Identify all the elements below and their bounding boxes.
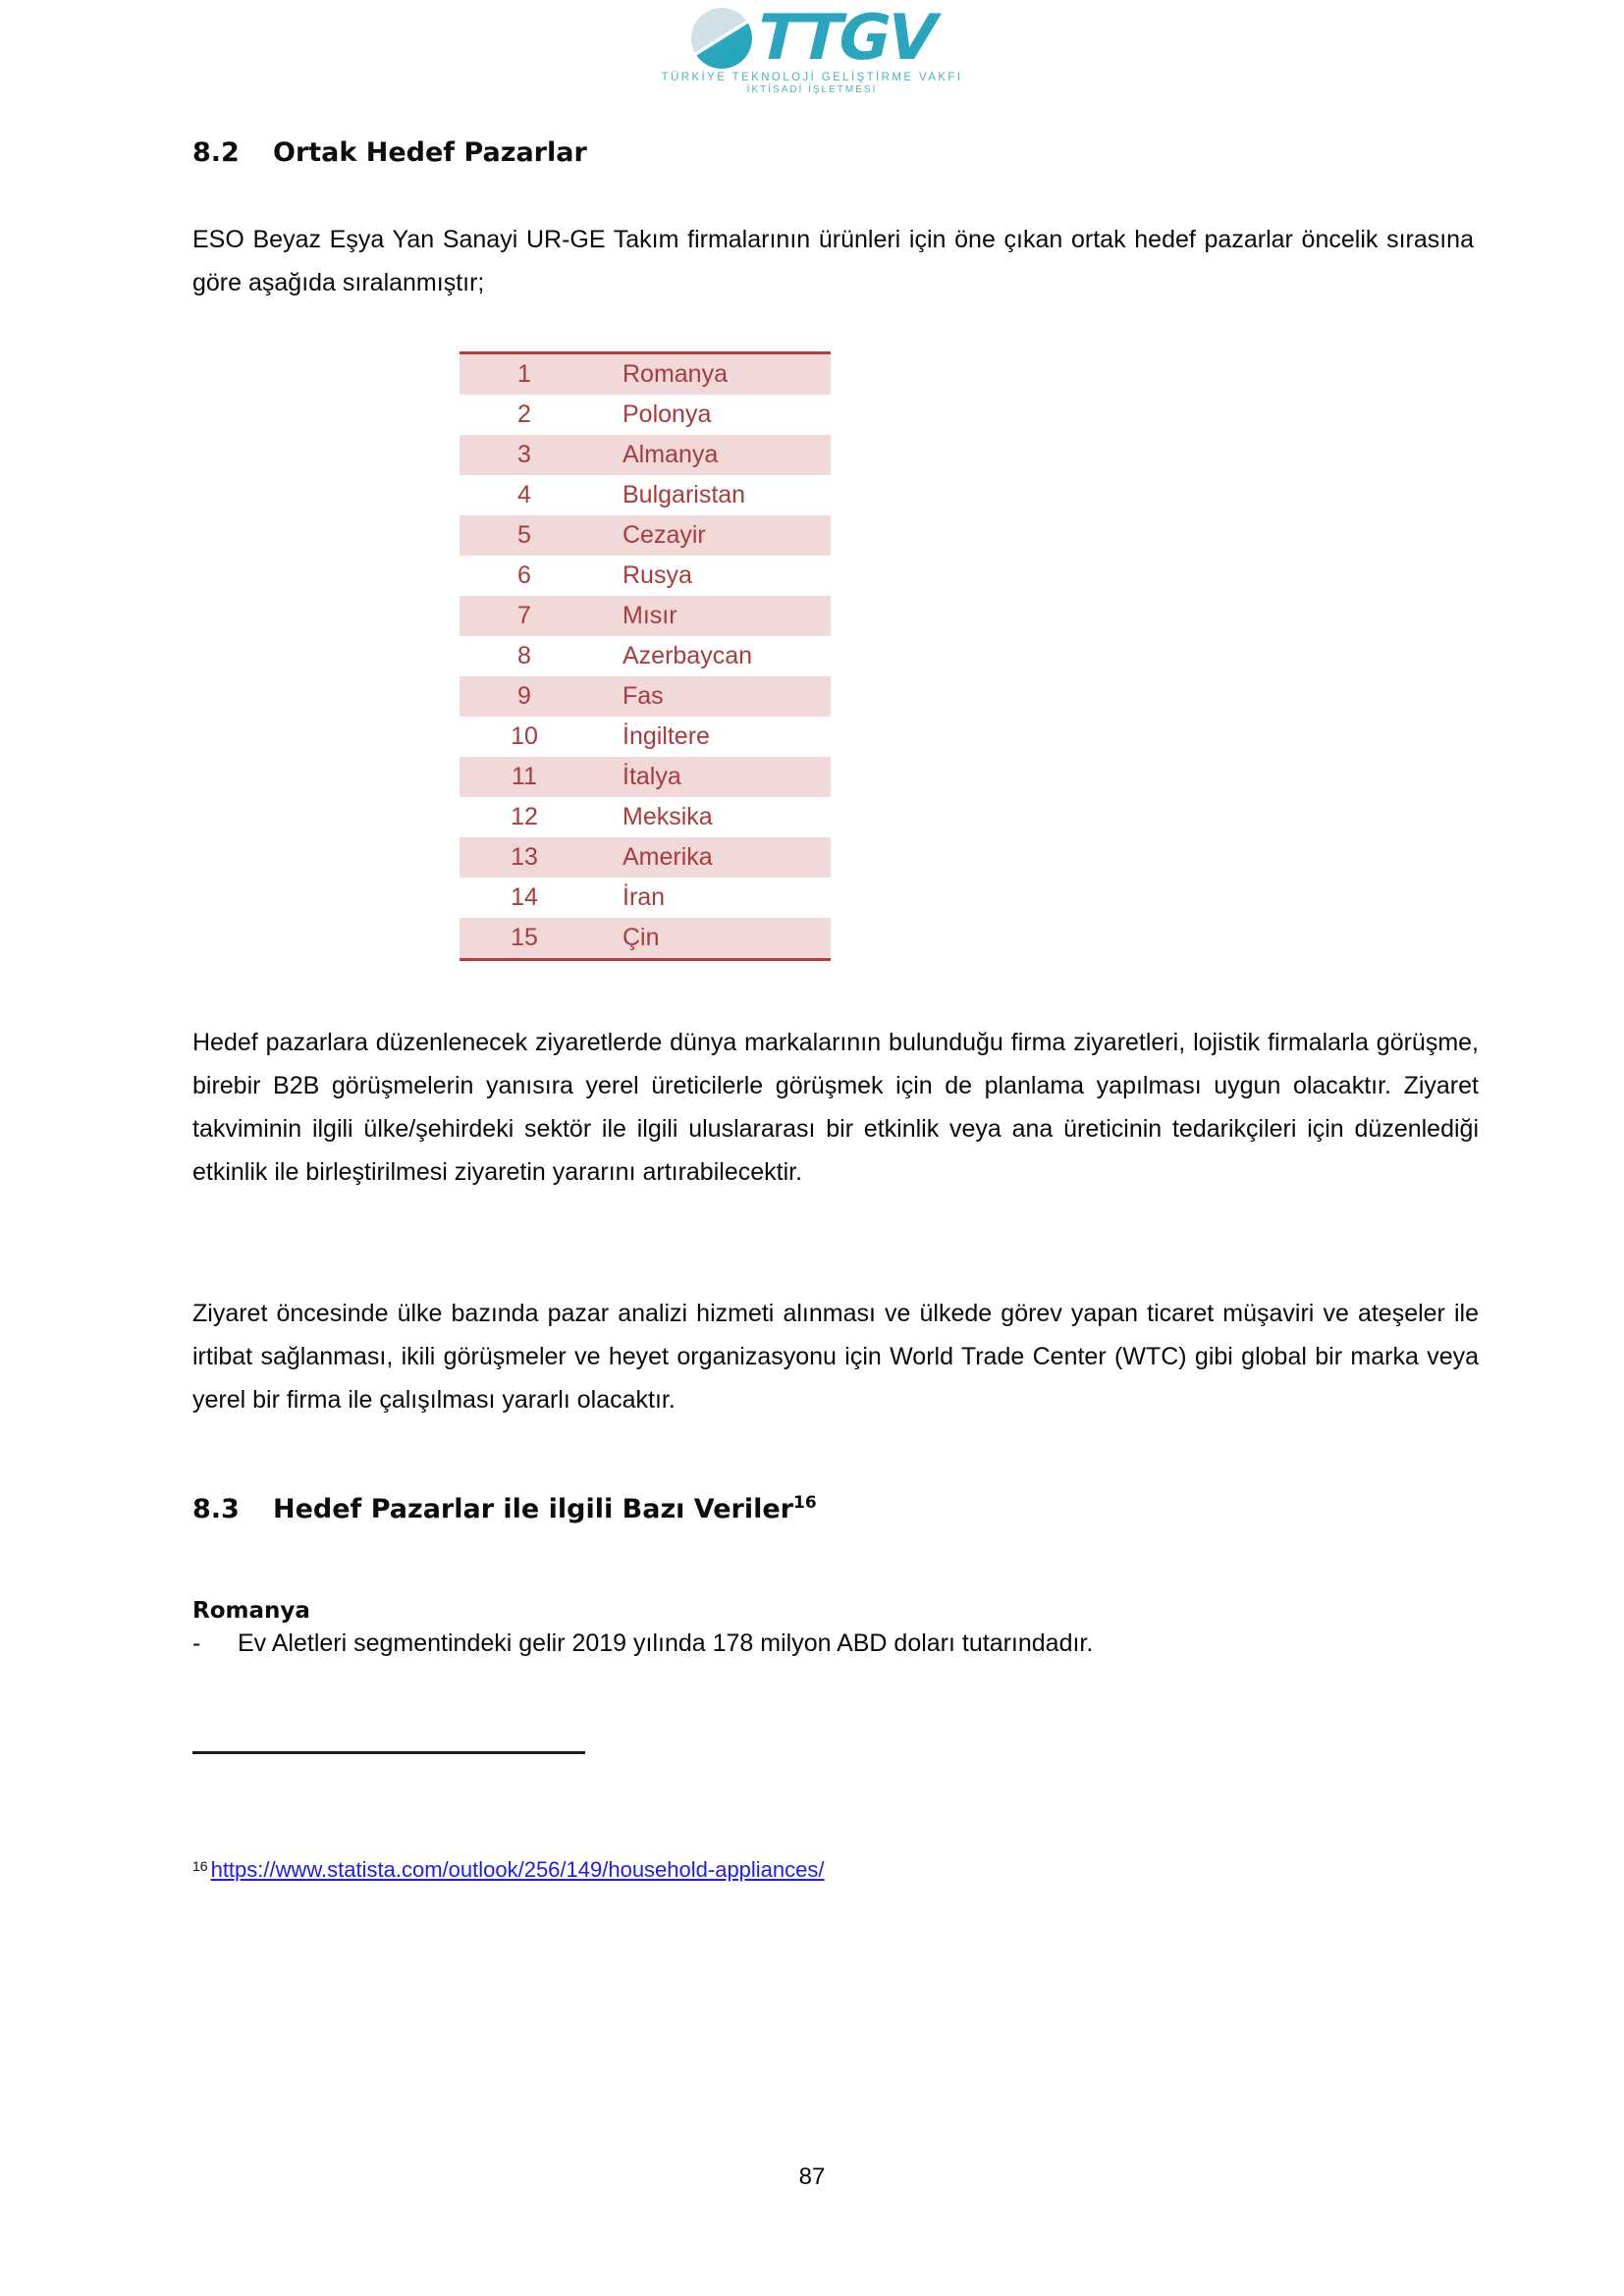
table-row [460, 918, 831, 960]
table-cell-country: Polonya [605, 395, 831, 435]
paragraph-market-analysis: Ziyaret öncesinde ülke bazında pazar analizi hizmeti alınması ve ülkede görev yapan ticaret müşaviri ve ateşeler ile irtibat sağlanması, ikili görüşmeler ve heyet organizasyonu için World Trade Center (WTC) gibi global bir marka veya yerel bir firma ile çalışılması yararlı olacaktır. [192, 1300, 1479, 1414]
logo-subtitle-line1: TÜRKİYE TEKNOLOJİ GELİŞTİRME VAKFI [661, 72, 963, 83]
table-cell-rank: 1 [460, 353, 605, 396]
table-row [460, 515, 831, 556]
heading-8-2-number: 8.2 [192, 137, 240, 168]
table-cell-country: Amerika [605, 837, 831, 878]
paragraph-visit-planning: Hedef pazarlara düzenlenecek ziyaretlerde dünya markalarının bulunduğu firma ziyaretleri, lojistik firmalarla görüşme, birebir B2B görüşmelerin yanısıra yerel üreticilerle görüşmek için de planlama yapılması uygun olacaktır. Ziyaret takviminin ilgili ülke/şehirdeki sektör ile ilgili uluslararası bir etkinlik veya ana üreticinin tedarikçileri için düzenlediği etkinlik ile birleştirilmesi ziyaretin yararını artırabilecektir. [192, 1029, 1479, 1186]
table-row [460, 556, 831, 596]
footnote-number: 16 [192, 1858, 208, 1874]
table-row [460, 878, 831, 918]
page-number: 87 [798, 2163, 826, 2190]
footnote-link[interactable]: https://www.statista.com/outlook/256/149/household-appliances/ [210, 1857, 825, 1882]
footnote-16 [192, 1855, 825, 1885]
heading-8-2-title: Ortak Hedef Pazarlar [273, 137, 587, 168]
markets-table-container [460, 351, 831, 961]
table-cell-rank: 15 [460, 918, 605, 960]
ttgv-logo [691, 2, 935, 75]
table-cell-rank: 7 [460, 596, 605, 636]
table-cell-country: Rusya [605, 556, 831, 596]
table-cell-rank: 12 [460, 797, 605, 837]
table-cell-country: Azerbaycan [605, 636, 831, 676]
table-row [460, 676, 831, 717]
table-row [460, 435, 831, 475]
table-cell-country: Meksika [605, 797, 831, 837]
footnote-separator [192, 1751, 585, 1754]
table-cell-country: Bulgaristan [605, 475, 831, 515]
heading-8-2 [192, 137, 1479, 168]
table-cell-country: Almanya [605, 435, 831, 475]
table-row [460, 353, 831, 396]
heading-8-3 [192, 1494, 1479, 1524]
table-cell-rank: 5 [460, 515, 605, 556]
table-cell-rank: 11 [460, 757, 605, 797]
table-row [460, 475, 831, 515]
table-row [460, 596, 831, 636]
table-cell-rank: 4 [460, 475, 605, 515]
logo-subtitle-line2: İKTİSADİ İŞLETMESİ [746, 84, 878, 95]
table-cell-country: İran [605, 878, 831, 918]
logo-circle-icon [691, 8, 752, 69]
table-row [460, 757, 831, 797]
ortak-hedef-pazarlar-tablosu [460, 351, 831, 961]
table-cell-rank: 14 [460, 878, 605, 918]
bullet-item-revenue [192, 1624, 1479, 1663]
heading-8-3-title: Hedef Pazarlar ile ilgili Bazı Veriler [273, 1494, 793, 1524]
table-cell-country: İngiltere [605, 717, 831, 757]
table-cell-rank: 8 [460, 636, 605, 676]
table-row [460, 717, 831, 757]
table-cell-country: Mısır [605, 596, 831, 636]
table-cell-country: İtalya [605, 757, 831, 797]
table-cell-rank: 10 [460, 717, 605, 757]
table-cell-rank: 3 [460, 435, 605, 475]
table-cell-rank: 9 [460, 676, 605, 717]
heading-8-3-footnote-ref[interactable]: 16 [793, 1493, 817, 1513]
bullet-dash: - [192, 1629, 201, 1657]
table-cell-country: Cezayir [605, 515, 831, 556]
table-row [460, 636, 831, 676]
table-cell-rank: 6 [460, 556, 605, 596]
table-cell-rank: 2 [460, 395, 605, 435]
logo-wordmark: TTGV [756, 2, 935, 75]
table-row [460, 797, 831, 837]
table-cell-rank: 13 [460, 837, 605, 878]
paragraph-intro: ESO Beyaz Eşya Yan Sanayi UR-GE Takım firmalarının ürünleri için öne çıkan ortak hedef pazarlar öncelik sırasına göre aşağıda sıralanmıştır; [192, 226, 1474, 296]
subheading-romanya: Romanya [192, 1598, 310, 1624]
page-header [0, 2, 1624, 95]
table-cell-country: Romanya [605, 353, 831, 396]
bullet-text: Ev Aletleri segmentindeki gelir 2019 yılında 178 milyon ABD doları tutarındadır. [238, 1629, 1094, 1657]
table-cell-country: Fas [605, 676, 831, 717]
table-cell-country: Çin [605, 918, 831, 960]
heading-8-3-number: 8.3 [192, 1494, 240, 1524]
table-row [460, 837, 831, 878]
table-row [460, 395, 831, 435]
